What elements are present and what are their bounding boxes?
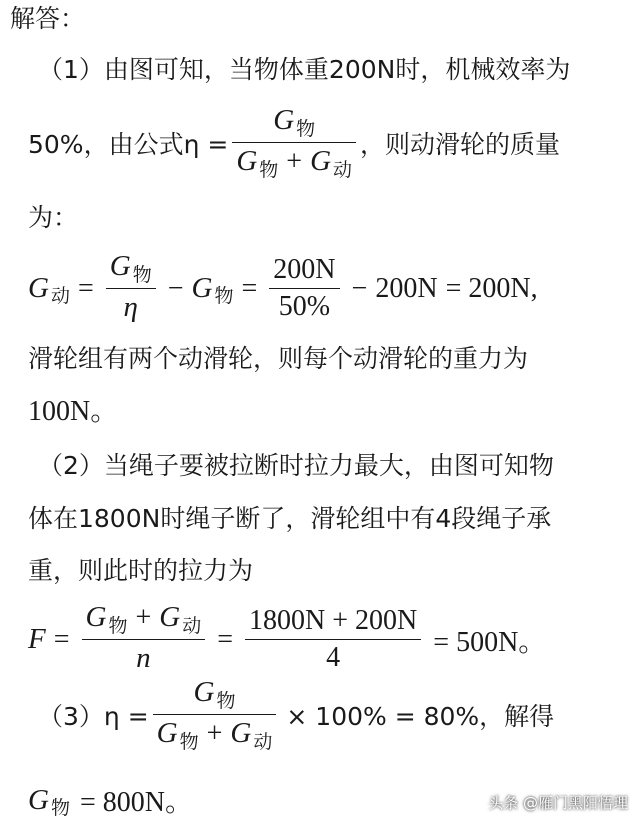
p2-line3: 重，则此时的拉力为 — [28, 556, 254, 585]
p1-line4: 滑轮组有两个动滑轮，则每个动滑轮的重力为 — [28, 344, 529, 373]
force-numeric-fraction: $\frac{1800N + 200N}{4}$ — [245, 603, 421, 676]
p1-line2 — [28, 102, 560, 183]
p1-line2-start: 50%，由公式η = — [28, 129, 229, 159]
p2-line1: （2）当绳子要被拉断时拉力最大，由图可知物 — [38, 451, 554, 480]
force-symbolic-fraction: $\frac{\text{G 物 + G 动}}{n}$ — [82, 599, 206, 680]
final-answer: G 物 = 800N。 — [28, 780, 193, 820]
p3-fraction: $\frac{\text{G 物}}{\text{G 物 + G 动}}$ — [153, 674, 277, 755]
g-dong-equation: G 动 = $\frac{\text{G 物}}{\eta}$ − G 物 = $\frac{200N}{50\%}$ − 200N = 200N, — [28, 248, 538, 329]
header: 解答： — [10, 4, 86, 33]
p3-label: （3）η = — [38, 701, 149, 731]
p1-line5: 100N。 — [28, 396, 119, 427]
efficiency-formula-fraction: $\frac{\text{G 物}}{\text{G 物 + G 动}}$ — [232, 102, 356, 183]
numeric-fraction: $\frac{200N}{50\%}$ — [269, 252, 339, 325]
p1-line3: 为： — [28, 203, 79, 232]
eq-result: = 200N, — [445, 272, 538, 304]
g-over-eta-fraction: $\frac{\text{G 物}}{\eta}$ — [106, 248, 156, 329]
p3-equation — [38, 674, 554, 755]
force-result: = 500N。 — [433, 626, 547, 658]
final-value: = 800N。 — [79, 787, 193, 818]
p3-tail: × 100% = 80%，解得 — [286, 701, 555, 731]
force-equation: F = $\frac{\text{G 物 + G 动}}{n}$ = $\frac{1800N + 200N}{4}$ = 500N。 — [28, 599, 546, 680]
p2-line2: 体在1800N时绳子断了，滑轮组中有4段绳子承 — [28, 504, 552, 533]
p1-line1: （1）由图可知，当物体重200N时，机械效率为 — [38, 55, 571, 84]
p1-line2-end: ，则动滑轮的质量 — [360, 129, 561, 159]
watermark: 头条 @雁门黑阳悟理 — [488, 794, 628, 812]
